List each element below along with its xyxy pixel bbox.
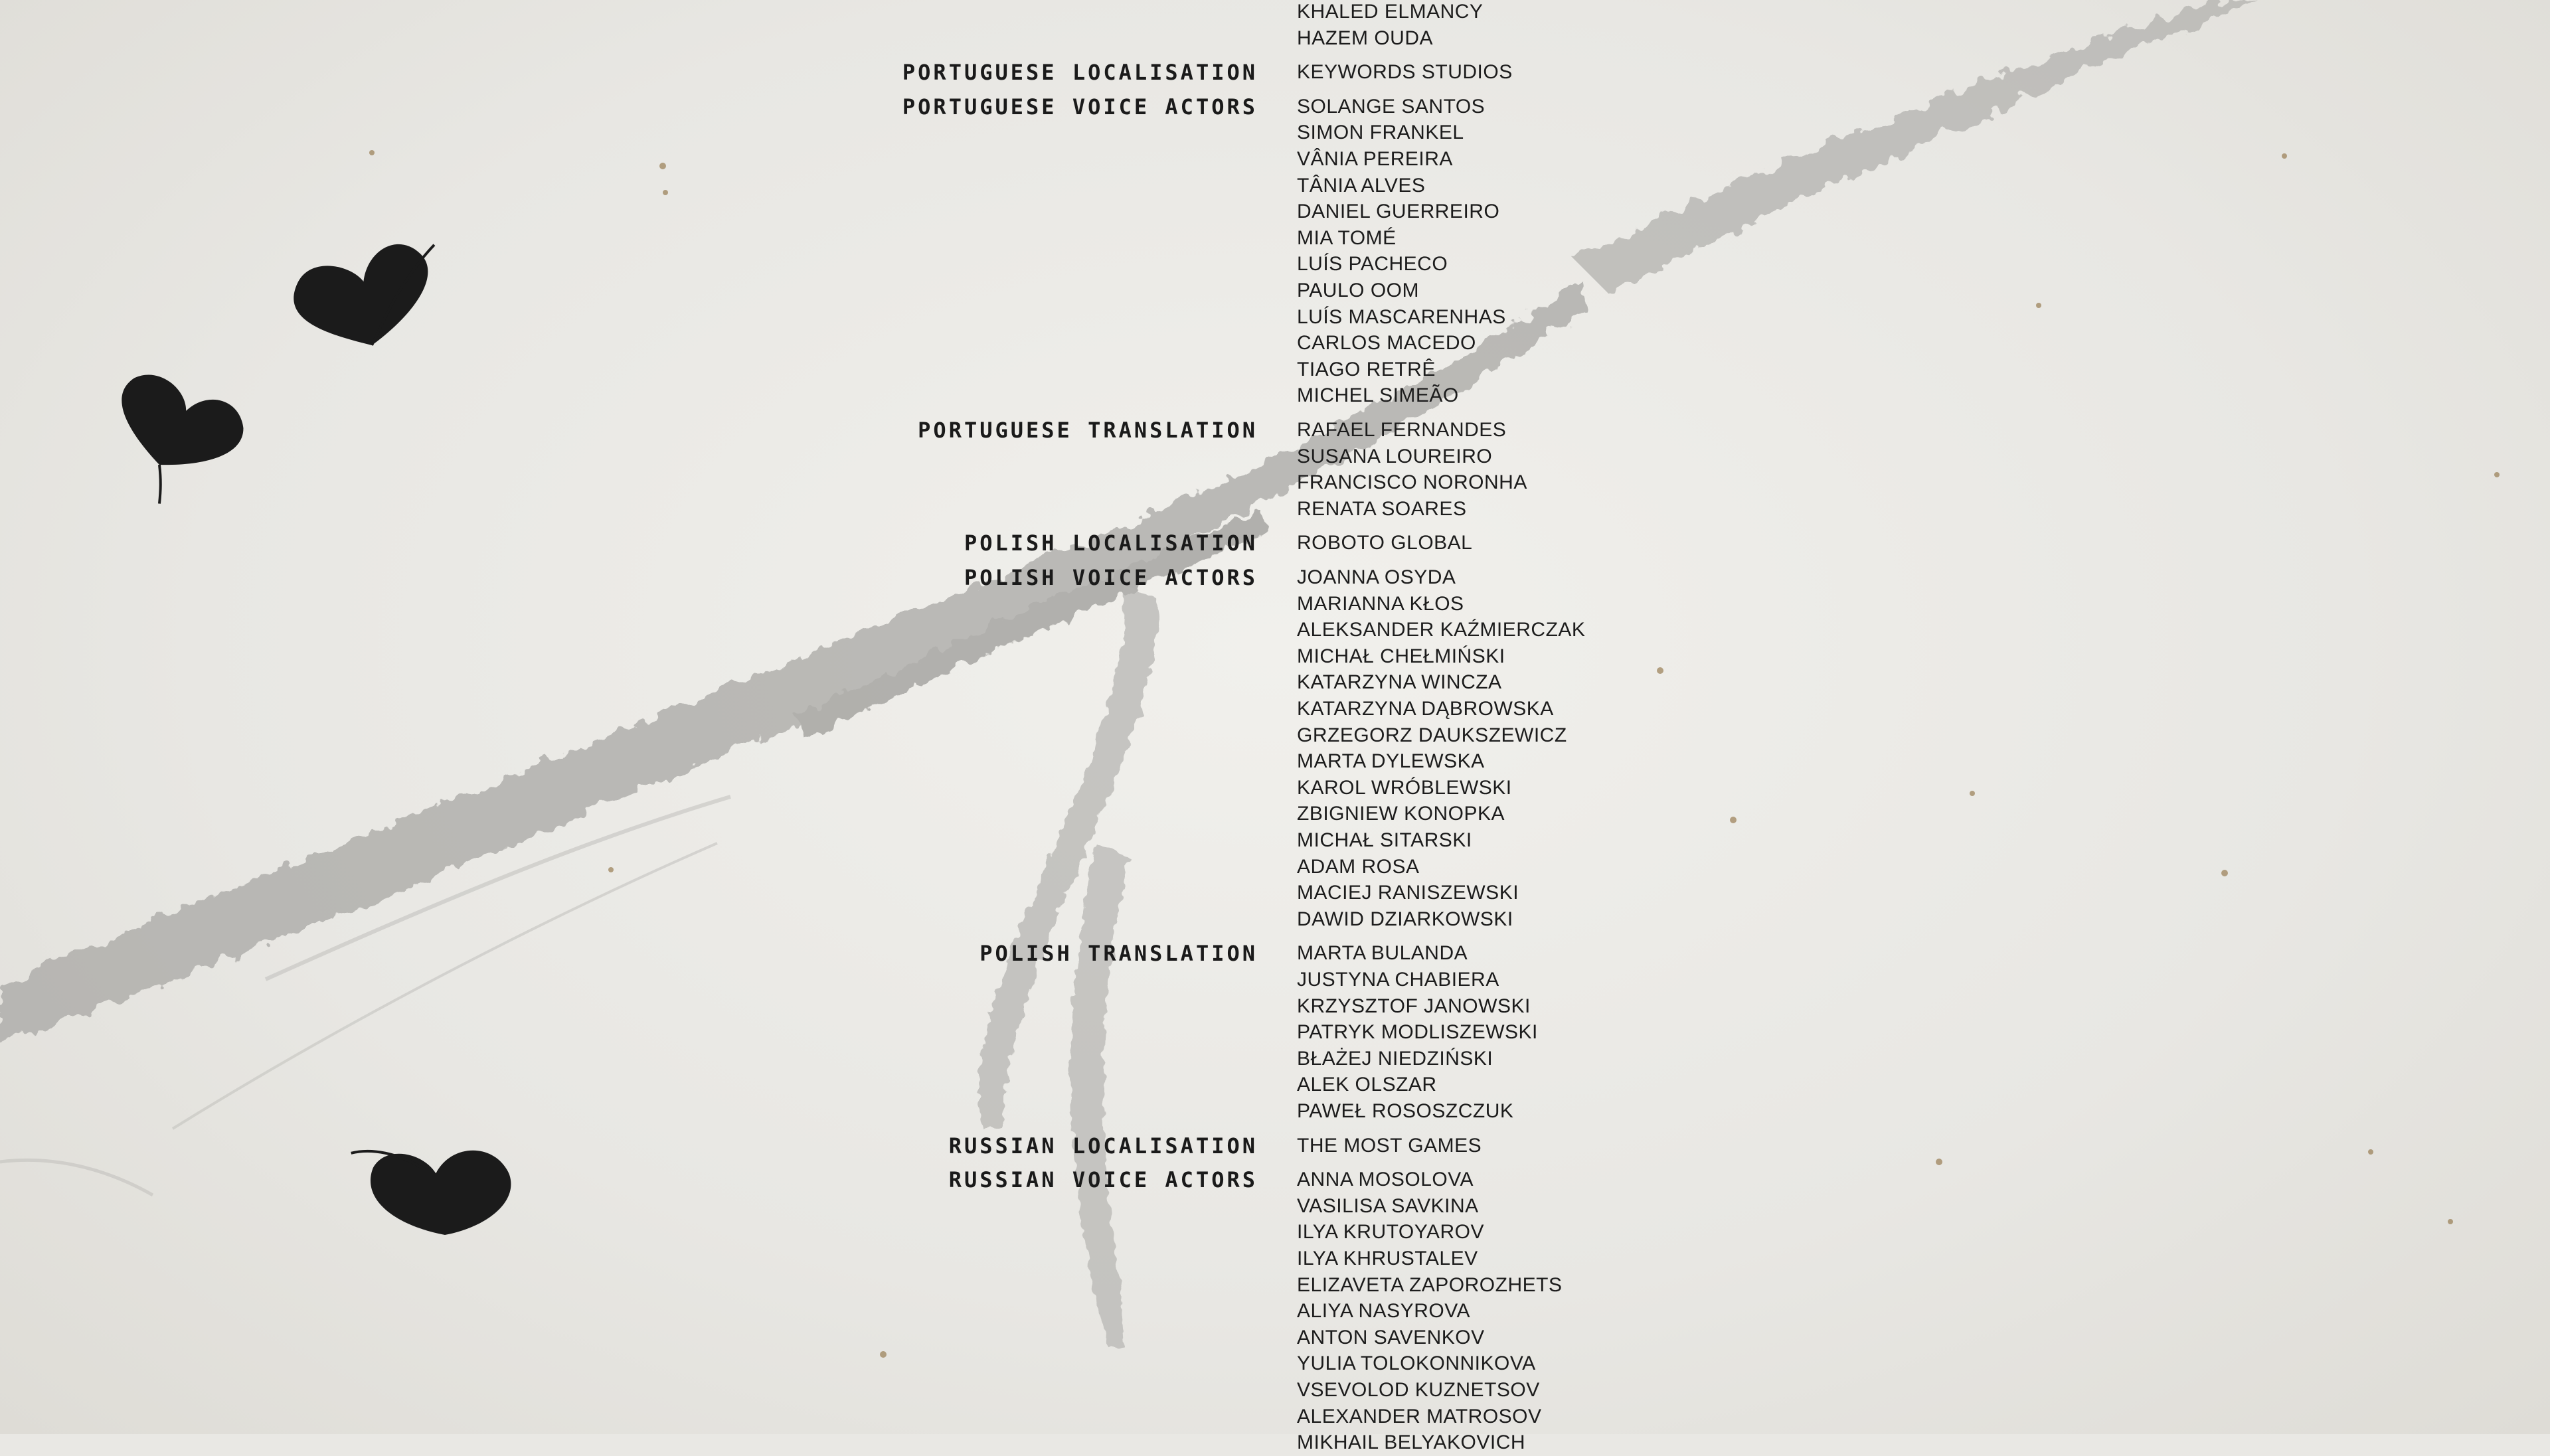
- credit-name: BŁAŻEJ NIEDZIŃSKI: [1297, 1047, 1493, 1070]
- credit-name: ANNA MOSOLOVA: [1297, 1169, 1474, 1191]
- credit-name: LUÍS PACHECO: [1297, 253, 1448, 276]
- credit-name: SOLANGE SANTOS: [1297, 95, 1486, 118]
- credit-row: [0, 880, 2550, 906]
- credit-name: ZBIGNIEW KONOPKA: [1297, 803, 1505, 825]
- credit-row: [0, 1272, 2550, 1299]
- credit-name: FRANCISCO NORONHA: [1297, 471, 1527, 494]
- credit-row: [0, 696, 2550, 722]
- credit-row: [0, 278, 2550, 304]
- credit-name: DANIEL GUERREIRO: [1297, 201, 1500, 223]
- credit-role: POLISH VOICE ACTORS: [964, 565, 1258, 590]
- credit-name: THE MOST GAMES: [1297, 1134, 1482, 1157]
- credit-row: [0, 382, 2550, 409]
- credit-name: SIMON FRANKEL: [1297, 121, 1464, 144]
- credit-name: KRZYSZTOF JANOWSKI: [1297, 995, 1531, 1017]
- credit-name: VASILISA SAVKINA: [1297, 1194, 1479, 1217]
- credit-row: [0, 0, 2550, 25]
- credit-row: [0, 120, 2550, 146]
- credit-row: [0, 225, 2550, 252]
- credit-row: [0, 854, 2550, 880]
- credit-role: RUSSIAN LOCALISATION: [948, 1133, 1258, 1159]
- credit-row: [0, 173, 2550, 199]
- credit-row: [0, 1098, 2550, 1125]
- credit-name: MARIANNA KŁOS: [1297, 592, 1464, 615]
- credit-row: [0, 1072, 2550, 1098]
- credit-name: VSEVOLOD KUZNETSOV: [1297, 1379, 1540, 1401]
- credit-row: [0, 591, 2550, 617]
- credit-row: [0, 1429, 2550, 1456]
- credit-name: MIA TOMÉ: [1297, 226, 1397, 249]
- credit-row: [0, 1350, 2550, 1377]
- credit-name: ELIZAVETA ZAPOROZHETS: [1297, 1273, 1563, 1296]
- credit-name: ALEK OLSZAR: [1297, 1074, 1437, 1096]
- credit-name: MACIEJ RANISZEWSKI: [1297, 882, 1519, 904]
- credit-name: JUSTYNA CHABIERA: [1297, 969, 1499, 991]
- credit-name: ALEXANDER MATROSOV: [1297, 1405, 1542, 1427]
- credit-name: ALEKSANDER KAŹMIERCZAK: [1297, 619, 1586, 641]
- credit-name: KEYWORDS STUDIOS: [1297, 61, 1513, 84]
- credit-row: [0, 1298, 2550, 1325]
- credit-row: [0, 496, 2550, 523]
- credit-name: MARTA DYLEWSKA: [1297, 750, 1485, 773]
- credit-row: [0, 199, 2550, 225]
- credit-row: [0, 827, 2550, 854]
- credit-name: ANTON SAVENKOV: [1297, 1326, 1485, 1348]
- credit-name: LUÍS MASCARENHAS: [1297, 305, 1506, 328]
- credit-row: [0, 1377, 2550, 1404]
- credit-name: PAULO OOM: [1297, 280, 1419, 301]
- credit-name: RENATA SOARES: [1297, 497, 1467, 520]
- credit-row: [0, 1193, 2550, 1220]
- credit-row: [0, 1246, 2550, 1272]
- credit-role: PORTUGUESE VOICE ACTORS: [902, 94, 1258, 120]
- credit-row: [0, 801, 2550, 827]
- credit-row: [0, 1404, 2550, 1430]
- credit-name: JOANNA OSYDA: [1297, 566, 1456, 588]
- credit-name: SUSANA LOUREIRO: [1297, 445, 1493, 467]
- credit-row: [0, 1167, 2550, 1193]
- credit-name: MIKHAIL BELYAKOVICH: [1297, 1431, 1526, 1454]
- credit-row: [0, 1133, 2550, 1159]
- credit-name: DAWID DZIARKOWSKI: [1297, 908, 1513, 930]
- credit-role: POLISH TRANSLATION: [979, 941, 1258, 967]
- credit-name: HAZEM OUDA: [1297, 27, 1434, 49]
- credit-row: [0, 330, 2550, 357]
- credit-name: PATRYK MODLISZEWSKI: [1297, 1021, 1538, 1044]
- credit-name: KAROL WRÓBLEWSKI: [1297, 776, 1512, 799]
- credit-row: [0, 748, 2550, 775]
- credit-name: KHALED ELMANCY: [1297, 1, 1484, 23]
- credit-role: RUSSIAN VOICE ACTORS: [948, 1167, 1258, 1193]
- credit-name: MICHAŁ CHEŁMIŃSKI: [1297, 645, 1505, 667]
- credit-row: [0, 906, 2550, 933]
- credit-name: YULIA TOLOKONNIKOVA: [1297, 1352, 1536, 1375]
- credit-name: PAWEŁ ROSOSZCZUK: [1297, 1100, 1514, 1122]
- credit-name: MARTA BULANDA: [1297, 942, 1468, 965]
- credit-role: PORTUGUESE TRANSLATION: [918, 418, 1258, 443]
- credit-name: MICHAŁ SITARSKI: [1297, 829, 1472, 851]
- credit-name: TIAGO RETRÊ: [1297, 358, 1436, 380]
- credit-name: ILYA KRUTOYAROV: [1297, 1221, 1485, 1244]
- credit-row: [0, 444, 2550, 470]
- credit-name: CARLOS MACEDO: [1297, 332, 1476, 355]
- credit-row: [0, 357, 2550, 383]
- credit-row: [0, 1019, 2550, 1046]
- credit-name: MICHEL SIMEÃO: [1297, 384, 1459, 407]
- credit-row: [0, 1325, 2550, 1351]
- credit-row: [0, 304, 2550, 331]
- credit-name: ALIYA NASYROVA: [1297, 1300, 1470, 1323]
- credit-row: [0, 146, 2550, 173]
- credit-row: [0, 775, 2550, 801]
- credit-row: [0, 1219, 2550, 1246]
- credit-name: VÂNIA PEREIRA: [1297, 148, 1453, 170]
- credit-row: [0, 251, 2550, 278]
- credit-row: [0, 722, 2550, 749]
- credit-role: POLISH LOCALISATION: [964, 530, 1258, 556]
- credit-name: TÂNIA ALVES: [1297, 174, 1426, 197]
- credit-name: KATARZYNA WINCZA: [1297, 671, 1502, 694]
- credit-name: ROBOTO GLOBAL: [1297, 532, 1473, 554]
- credit-row: [0, 25, 2550, 52]
- credit-row: [0, 967, 2550, 993]
- credit-name: ILYA KHRUSTALEV: [1297, 1248, 1478, 1269]
- credit-row: [0, 59, 2550, 86]
- credit-name: KATARZYNA DĄBROWSKA: [1297, 698, 1554, 720]
- credit-row: [0, 940, 2550, 967]
- credit-row: [0, 643, 2550, 670]
- credit-row: [0, 669, 2550, 696]
- credit-role: PORTUGUESE LOCALISATION: [902, 60, 1258, 86]
- credit-row: [0, 617, 2550, 643]
- credit-row: [0, 993, 2550, 1020]
- credit-name: GRZEGORZ DAUKSZEWICZ: [1297, 724, 1567, 746]
- credit-name: ADAM ROSA: [1297, 855, 1420, 878]
- credit-row: [0, 417, 2550, 444]
- credit-row: [0, 564, 2550, 591]
- credit-row: [0, 94, 2550, 120]
- credit-row: [0, 469, 2550, 496]
- credit-name: RAFAEL FERNANDES: [1297, 419, 1507, 441]
- credit-row: [0, 1046, 2550, 1072]
- credit-row: [0, 530, 2550, 556]
